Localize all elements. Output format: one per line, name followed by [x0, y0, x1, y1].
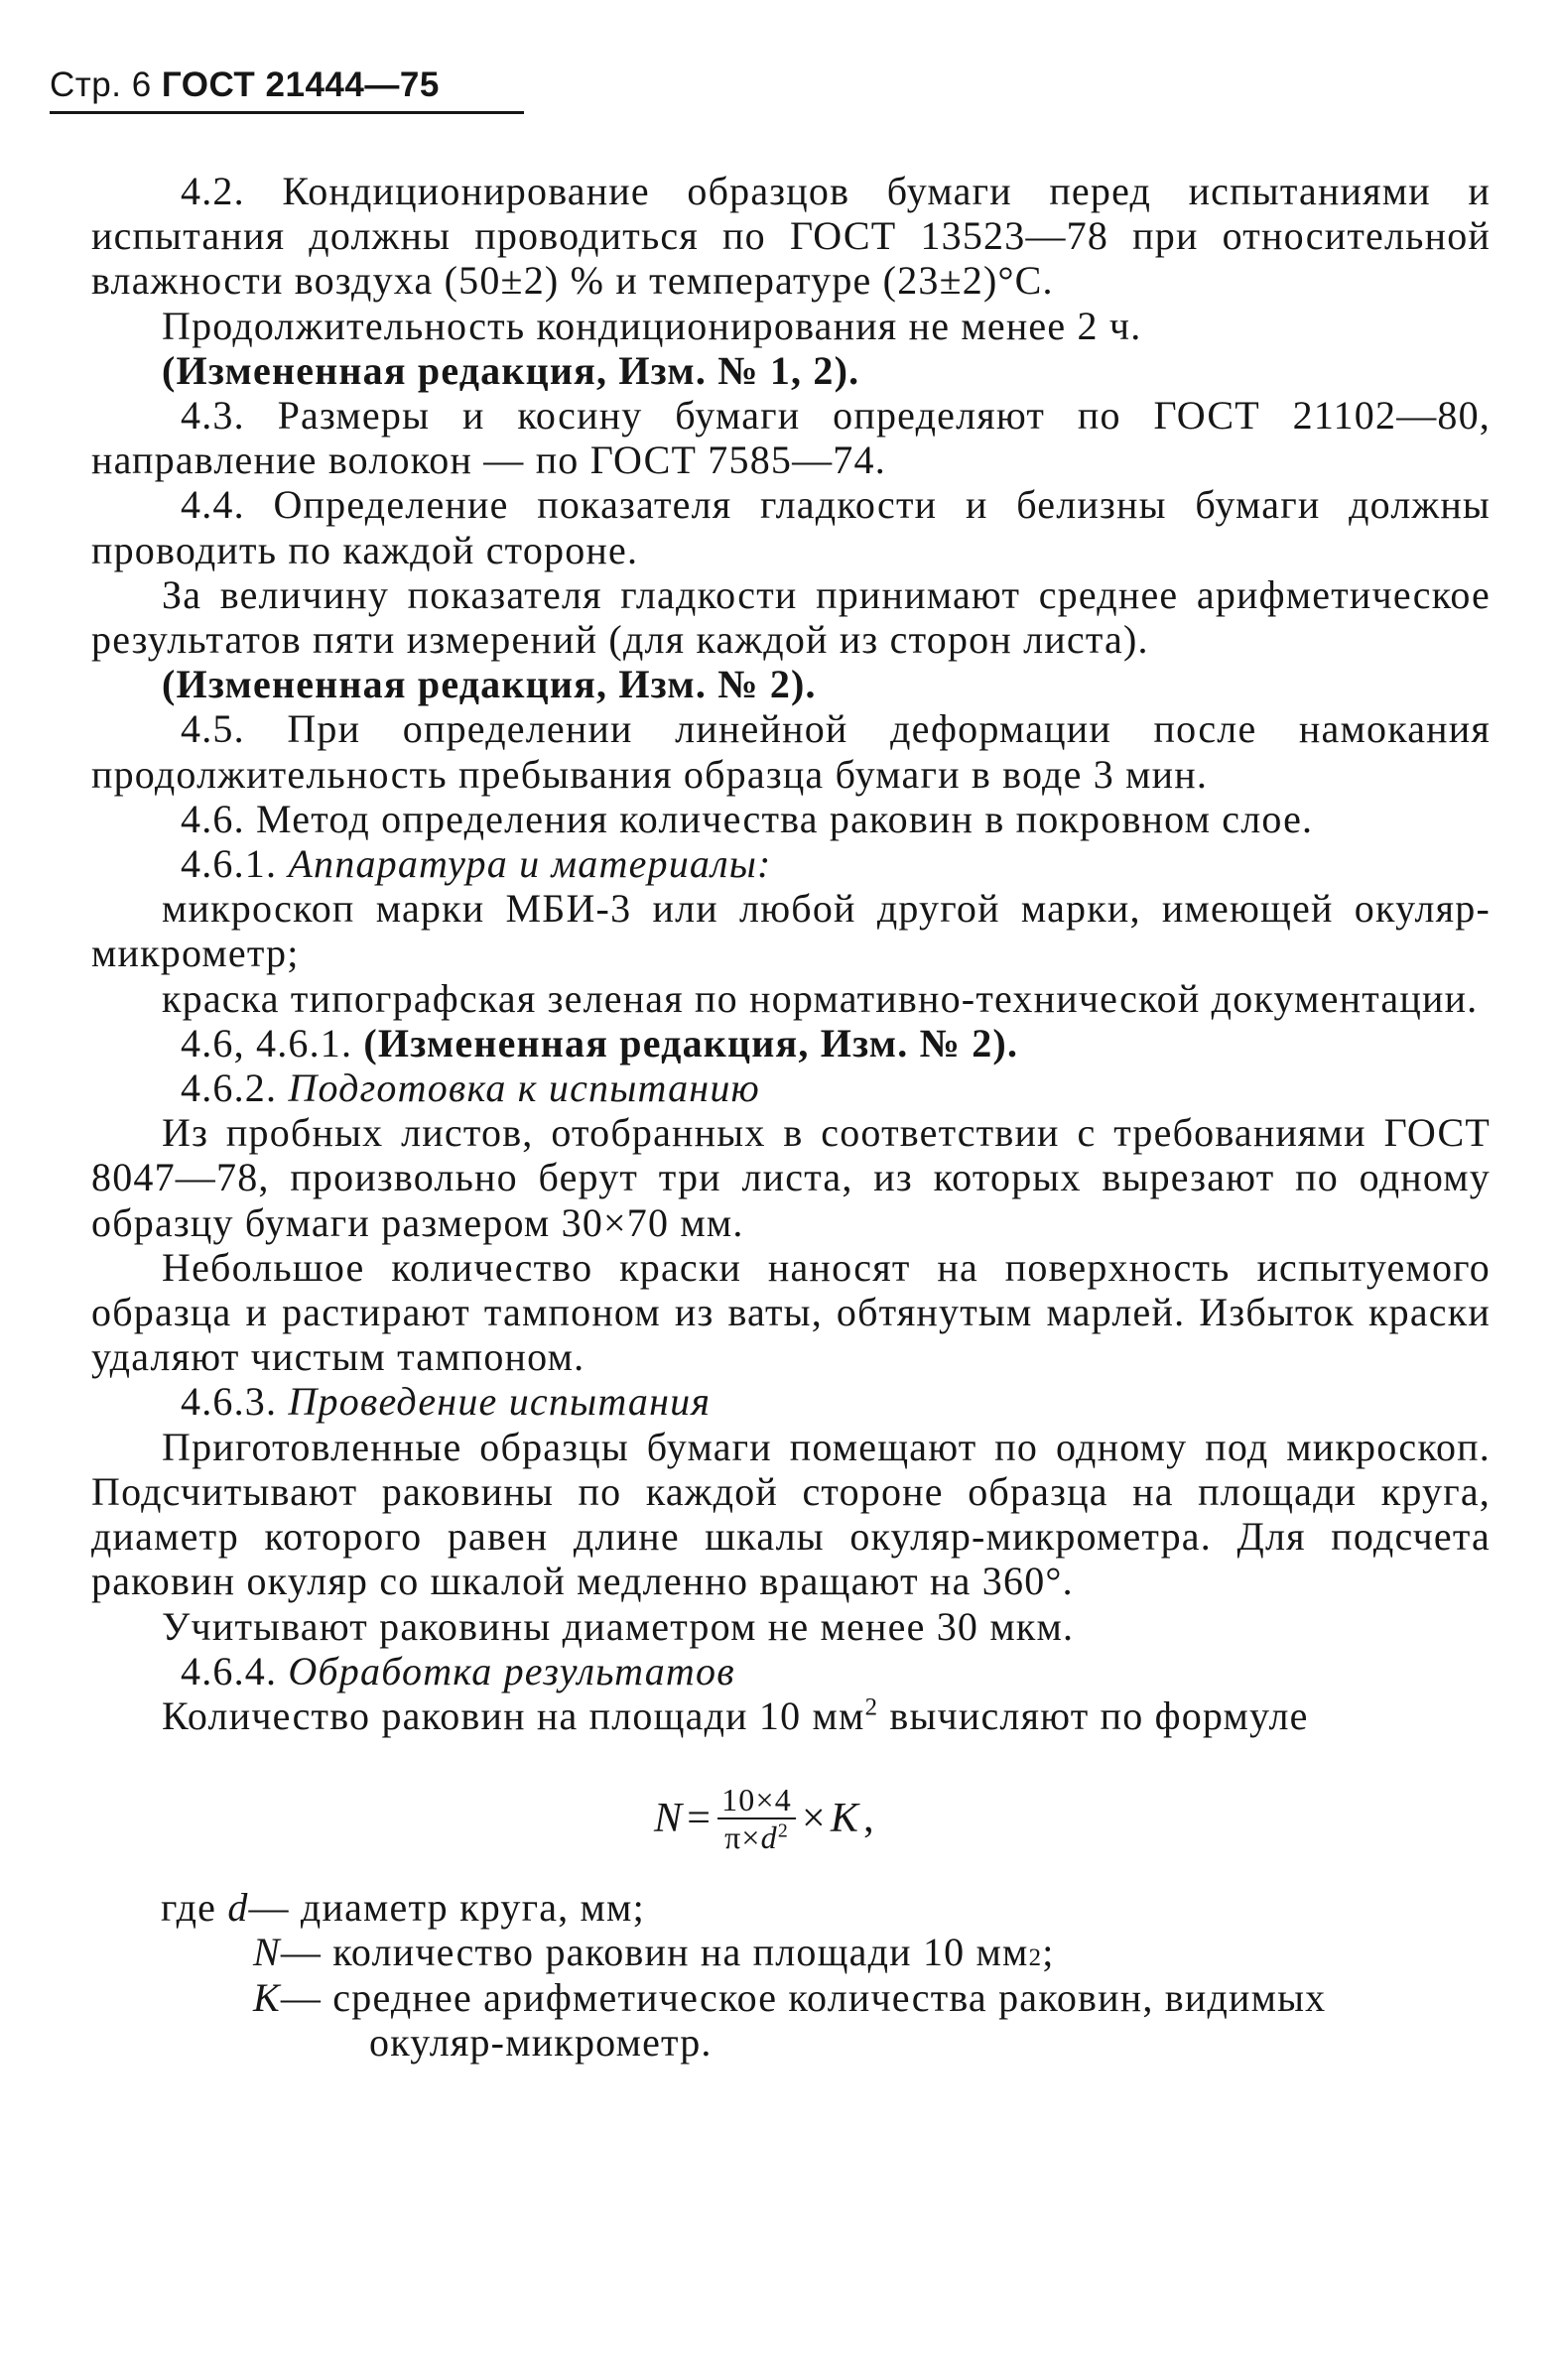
formula-den-var: d: [760, 1819, 778, 1856]
legend-row-n: N — количество раковин на площади 10 мм 2 ;: [253, 1930, 1055, 1975]
clause-4-6-2-title: Подготовка к испытанию: [288, 1065, 760, 1111]
clause-4-2: 4.2. Кондиционирование образцов бумаги перед испытаниями и испытания должны проводиться по ГОСТ 13523—78 при относительной влажности воздуха (50±2) % и температуре (23±2)°С.: [91, 169, 1491, 304]
clause-4-6-4-title: Обработка результатов: [288, 1648, 735, 1693]
legend-k-continued: окуляр-микрометр.: [369, 2019, 713, 2065]
formula-equals: =: [687, 1795, 713, 1841]
legend-row-k: [91, 1975, 1491, 2020]
legend-where: где: [161, 1885, 217, 1931]
clause-4-6-2-number: 4.6.2.: [181, 1065, 278, 1111]
equipment-item-ink: краска типографская зеленая по нормативно-технической документации.: [162, 975, 1479, 1021]
legend-k-symbol: K: [253, 1974, 281, 2020]
clause-4-4-average: За величину показателя гладкости принимают среднее арифметическое результатов пяти измерений (для каждой из сторон листа).: [91, 571, 1491, 663]
legend-row-k-continued: [91, 2020, 1491, 2065]
clause-4-6-2: [91, 1065, 1491, 1110]
legend-d-symbol: d: [227, 1885, 249, 1931]
clause-4-6: 4.6. Метод определения количества раковин в покровном слое.: [181, 796, 1314, 841]
ink-application-text: Небольшое количество краски наносят на поверхность испытуемого образца и растирают тампоном из ваты, обтянутым марлей. Избыток краски удаляют чистым тампоном.: [91, 1244, 1491, 1380]
document-body: [91, 169, 1491, 2065]
amendment-note-2: (Измененная редакция, Изм. № 2).: [162, 662, 817, 707]
test-procedure-text: Приготовленные образцы бумаги помещают по одному под микроскоп. Подсчитывают раковины по каждой стороне образца на площади круга, диаметр которого равен длине шкалы окуляр-микрометра. Для подсчета раковин окуляр со шкалой медленно вращают на 360°.: [91, 1424, 1491, 1604]
header-rule: [50, 111, 524, 114]
clause-4-6-3-title: Проведение испытания: [288, 1379, 712, 1425]
calculation-intro: [91, 1693, 1491, 1738]
formula-den-exponent: 2: [777, 1819, 789, 1842]
formula-legend: [91, 1885, 1491, 2065]
clause-4-6-1-title: Аппаратура и материалы:: [288, 841, 772, 887]
clause-4-6-3-number: 4.6.3.: [181, 1379, 278, 1425]
amendment-note-3: [91, 1021, 1491, 1065]
formula-comma: ,: [863, 1795, 875, 1841]
legend-n-symbol: N: [253, 1930, 281, 1975]
formula-times: ×: [801, 1795, 827, 1841]
legend-n-text: — количество раковин на площади 10 мм: [280, 1930, 1029, 1975]
page-header: [50, 65, 440, 105]
page-number: Стр. 6: [50, 65, 152, 104]
pit-diameter-text: Учитывают раковины диаметром не менее 30 мкм.: [162, 1603, 1075, 1649]
legend-d-text: — диаметр круга, мм;: [248, 1885, 645, 1931]
formula-fraction: [717, 1782, 796, 1855]
amendment-note-3-clauses: 4.6, 4.6.1.: [181, 1020, 353, 1065]
sample-preparation-text: Из пробных листов, отобранных в соответствии с требованиями ГОСТ 8047—78, произвольно берут три листа, из которых вырезают по одному образцу бумаги размером 30×70 мм.: [91, 1110, 1491, 1245]
clause-4-4: 4.4. Определение показателя гладкости и белизны бумаги должны проводить по каждой стороне.: [91, 482, 1491, 572]
formula-lhs: N: [654, 1795, 684, 1841]
calculation-intro-text: Количество раковин на площади 10 мм: [162, 1692, 865, 1738]
legend-k-text: — среднее арифметическое количества раковин, видимых: [280, 1974, 1327, 2020]
clause-4-6-3: [91, 1379, 1491, 1424]
formula-denominator: [720, 1819, 793, 1855]
formula-rhs: K: [830, 1795, 860, 1841]
formula: [654, 1782, 1491, 1855]
clause-4-6-4-number: 4.6.4.: [181, 1648, 278, 1693]
standard-id: ГОСТ 21444—75: [161, 65, 440, 104]
clause-4-5: 4.5. При определении линейной деформации после намокания продолжительность пребывания образца бумаги в воде 3 мин.: [91, 706, 1491, 797]
calculation-intro-exponent: 2: [864, 1693, 879, 1721]
clause-4-2-duration: Продолжительность кондиционирования не менее 2 ч.: [162, 303, 1142, 348]
equipment-item-microscope: микроскоп марки МБИ-3 или любой другой марки, имеющей окуляр-микрометр;: [91, 886, 1491, 976]
amendment-note-3-text: (Измененная редакция, Изм. № 2).: [363, 1020, 1019, 1065]
clause-4-6-1-number: 4.6.1.: [181, 841, 278, 887]
legend-row-d: [91, 1885, 1491, 1930]
clause-4-6-4: [91, 1649, 1491, 1693]
clause-4-6-1: [91, 841, 1491, 886]
formula-den-pi: π×: [724, 1819, 761, 1856]
calculation-intro-tail: вычисляют по формуле: [878, 1692, 1309, 1738]
amendment-note-1: (Измененная редакция, Изм. № 1, 2).: [162, 347, 860, 393]
clause-4-3: 4.3. Размеры и косину бумаги определяют по ГОСТ 21102—80, направление волокон — по ГОСТ 7585—74.: [91, 393, 1491, 483]
legend-n-tail: ;: [1042, 1930, 1055, 1975]
formula-numerator: 10×4: [717, 1782, 796, 1819]
